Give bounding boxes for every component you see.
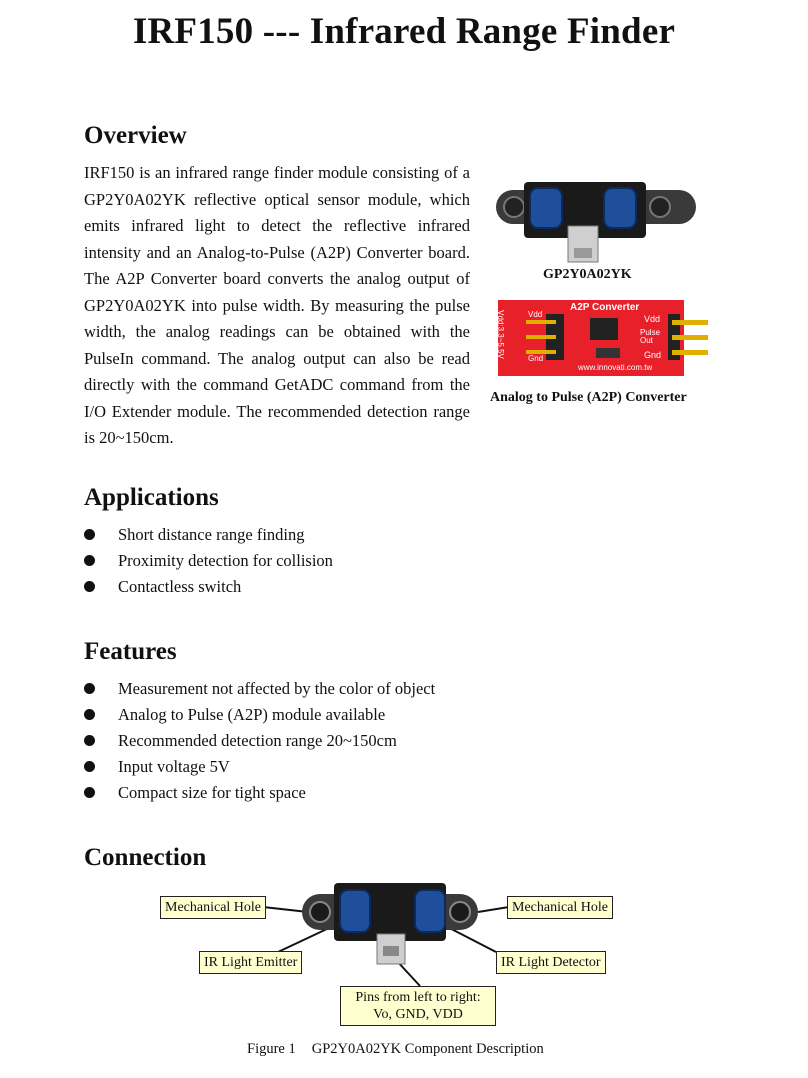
callout-mechanical-hole-left: Mechanical Hole bbox=[160, 896, 266, 919]
list-item: Analog to Pulse (A2P) module available bbox=[84, 702, 435, 728]
bullet-icon bbox=[84, 529, 95, 540]
figure-caption: Figure 1 GP2Y0A02YK Component Description bbox=[247, 1041, 544, 1057]
pcb-pulse-out: Pulse Out bbox=[640, 328, 661, 345]
callout-pins: Pins from left to right: Vo, GND, VDD bbox=[340, 986, 496, 1026]
connection-heading: Connection bbox=[84, 844, 207, 871]
bullet-icon bbox=[84, 683, 95, 694]
page-title: IRF150 --- Infrared Range Finder bbox=[132, 11, 676, 52]
sensor-image bbox=[496, 178, 696, 268]
sensor-caption: GP2Y0A02YK bbox=[543, 267, 632, 282]
bullet-icon bbox=[84, 709, 95, 720]
pcb-side-text: Vdd:3.3~5.5V bbox=[495, 310, 505, 359]
pcb-vdd: Vdd bbox=[644, 314, 661, 324]
detector-lens bbox=[604, 188, 636, 228]
list-item: Input voltage 5V bbox=[84, 754, 435, 780]
list-item: Short distance range finding bbox=[84, 522, 333, 548]
pcb-gnd: Gnd bbox=[644, 350, 662, 360]
list-item: Measurement not affected by the color of object bbox=[84, 676, 435, 702]
list-item: Proximity detection for collision bbox=[84, 548, 333, 574]
mechanical-hole-right bbox=[450, 902, 470, 922]
bullet-icon bbox=[84, 761, 95, 772]
a2p-caption: Analog to Pulse (A2P) Converter bbox=[490, 390, 687, 405]
pcb-left-gnd: Gnd bbox=[528, 354, 544, 363]
list-item: Recommended detection range 20~150cm bbox=[84, 728, 435, 754]
applications-list bbox=[84, 522, 333, 600]
overview-heading: Overview bbox=[84, 122, 187, 149]
overview-text: IRF150 is an infrared range finder module consisting of a GP2Y0A02YK reflective optical sensor module, which emits infrared light to detect the reflective infrared intensity and an Analog-to-Pulse (A2P) Converter board. The A2P Converter board converts the analog output of GP2Y0A02YK into pulse width. By measuring the pulse width, the analog readings can be obtained with the PulseIn command. The analog output can also be read directly with the command GetADC command from the I/O Extender module. The recommended detection range is 20~150cm. bbox=[84, 163, 470, 447]
applications-heading: Applications bbox=[84, 484, 219, 511]
features-heading: Features bbox=[84, 638, 177, 665]
mounting-hole-left bbox=[504, 197, 524, 217]
list-item: Contactless switch bbox=[84, 574, 333, 600]
bullet-icon bbox=[84, 555, 95, 566]
bullet-icon bbox=[84, 581, 95, 592]
callout-ir-emitter: IR Light Emitter bbox=[199, 951, 302, 974]
bullet-icon bbox=[84, 787, 95, 798]
pcb-title: A2P Converter bbox=[570, 302, 640, 313]
bullet-icon bbox=[84, 735, 95, 746]
mechanical-hole-left bbox=[310, 902, 330, 922]
ir-emitter-lens bbox=[340, 890, 370, 932]
ir-detector-lens bbox=[415, 890, 445, 932]
leader-hole-right bbox=[478, 907, 509, 912]
pcb-url: www.innovati.com.tw bbox=[578, 363, 653, 372]
leader-hole-left bbox=[263, 907, 308, 912]
features-list bbox=[84, 676, 435, 806]
mounting-hole-right bbox=[650, 197, 670, 217]
emitter-lens bbox=[530, 188, 562, 228]
callout-mechanical-hole-right: Mechanical Hole bbox=[507, 896, 613, 919]
list-item: Compact size for tight space bbox=[84, 780, 435, 806]
a2p-board bbox=[495, 300, 708, 376]
pcb-left-vdd: Vdd bbox=[528, 310, 543, 319]
callout-ir-detector: IR Light Detector bbox=[496, 951, 606, 974]
